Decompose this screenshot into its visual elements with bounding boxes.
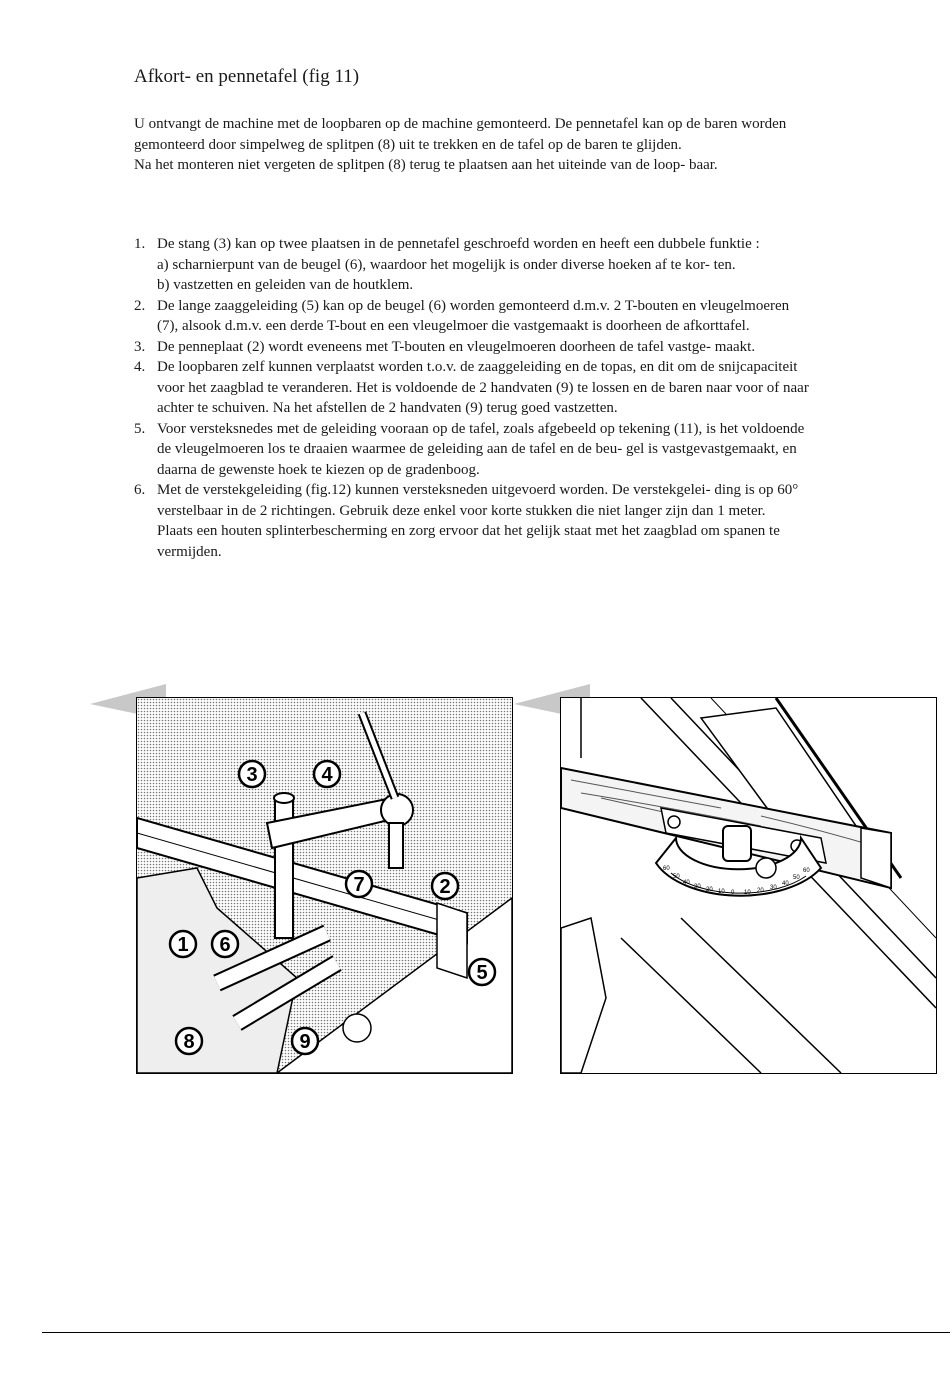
- callout-6: [212, 931, 238, 957]
- list-text: Met de verstekgeleiding (fig.12) kunnen versteksneden uitgevoerd worden. De verstekgelei- ding is op 60° verstelbaar in de 2 richtingen. Gebruik deze enkel voor korte stukken die niet langer zijn dan 1 meter.: [157, 482, 799, 519]
- list-number: 4.: [134, 359, 146, 375]
- svg-text:40: 40: [683, 880, 690, 886]
- list-number: 5.: [134, 420, 146, 437]
- callout-4: [314, 761, 340, 787]
- list-text: Voor versteksnedes met de geleiding vooraan op de tafel, zoals afgebeeld op tekening (11), is het voldoende de vleugelmoeren los te draaien waarmee de geleiding aan de tafel en de beu- gel is vastgevastgemaakt, en daarna de gewenste hoek te kiezen op de gradenboog.: [157, 420, 805, 478]
- list-text: De penneplaat (2) wordt eveneens met T-bouten en vleugelmoeren doorheen de tafel vastge- maakt.: [157, 338, 756, 355]
- section-title: Afkort- en pennetafel (fig 11): [134, 66, 360, 87]
- svg-text:0: 0: [731, 890, 735, 896]
- svg-text:30: 30: [770, 885, 777, 891]
- callout-8: [176, 1028, 202, 1054]
- callout-5: [469, 959, 495, 985]
- list-number: 2.: [134, 297, 146, 314]
- callout-3: [239, 761, 265, 787]
- svg-text:60: 60: [663, 866, 670, 872]
- intro-text: [134, 114, 814, 176]
- callout-2: [432, 873, 458, 899]
- svg-text:40: 40: [782, 881, 789, 887]
- svg-text:50: 50: [793, 875, 800, 881]
- svg-text:5: 5: [476, 962, 488, 984]
- svg-text:10: 10: [744, 890, 751, 896]
- svg-text:9: 9: [299, 1031, 311, 1053]
- svg-text:60: 60: [803, 868, 810, 874]
- figure-11-illustration: [136, 697, 513, 1074]
- list-text: b) vastzetten en geleiden van de houtklem.: [157, 277, 414, 293]
- intro-paragraph-2: Na het monteren niet vergeten de splitpen (8) terug te plaatsen aan het uiteinde van de loop- baar.: [134, 157, 718, 173]
- list-text: De stang (3) kan op twee plaatsen in de pennetafel geschroefd worden en heeft een dubbele funktie :: [157, 236, 760, 252]
- svg-text:4: 4: [321, 764, 333, 786]
- instruction-list: [134, 234, 814, 562]
- list-text: a) scharnierpunt van de beugel (6), waardoor het mogelijk is onder diverse hoeken af te kor- ten.: [157, 256, 736, 273]
- svg-text:20: 20: [706, 887, 713, 893]
- list-number: 1.: [134, 236, 146, 252]
- callout-9: [292, 1028, 318, 1054]
- list-number: 6.: [134, 482, 146, 498]
- list-item: [134, 234, 814, 296]
- list-item: [134, 296, 814, 337]
- svg-text:8: 8: [183, 1031, 195, 1053]
- list-text: De loopbaren zelf kunnen verplaatst worden t.o.v. de zaaggeleiding en de topas, en dit om de snijcapaciteit voor het zaagblad te veranderen. Het is voldoende de 2 handvaten (9) te lossen en de baren naar voor of naar achter te schuiven. Na het afstellen de 2 handvaten (9) terug goed vastzetten.: [157, 359, 809, 416]
- svg-text:10: 10: [718, 889, 725, 895]
- callout-7: [346, 871, 372, 897]
- svg-text:6: 6: [219, 934, 231, 956]
- list-number: 3.: [134, 338, 146, 355]
- svg-text:20: 20: [757, 888, 764, 894]
- list-text: Plaats een houten splinterbescherming en zorg ervoor dat het gelijk staat met het zaagblad om spanen te vermijden.: [157, 523, 780, 560]
- svg-text:2: 2: [439, 876, 451, 898]
- svg-text:50: 50: [673, 874, 680, 880]
- svg-text:30: 30: [694, 884, 701, 890]
- callout-1: [170, 931, 196, 957]
- list-item: [134, 480, 814, 562]
- list-text: De lange zaaggeleiding (5) kan op de beugel (6) worden gemonteerd d.m.v. 2 T-bouten en vleugelmoeren (7), alsook d.m.v. een derde T-bout en een vleugelmoer die vastgemaakt is doorheen de afkorttafel.: [157, 297, 790, 334]
- svg-text:7: 7: [353, 874, 365, 896]
- svg-text:3: 3: [246, 764, 258, 786]
- list-item: [134, 337, 814, 358]
- list-item: [134, 419, 814, 481]
- svg-text:1: 1: [177, 934, 189, 956]
- figure-12-illustration: [560, 697, 937, 1074]
- list-item: [134, 357, 814, 419]
- footer-rule: [42, 1332, 950, 1333]
- intro-paragraph-1: U ontvangt de machine met de loopbaren op de machine gemonteerd. De pennetafel kan op de baren worden gemonteerd door simpelweg de splitpen (8) uit te trekken en de tafel op de baren te glijden.: [134, 116, 787, 153]
